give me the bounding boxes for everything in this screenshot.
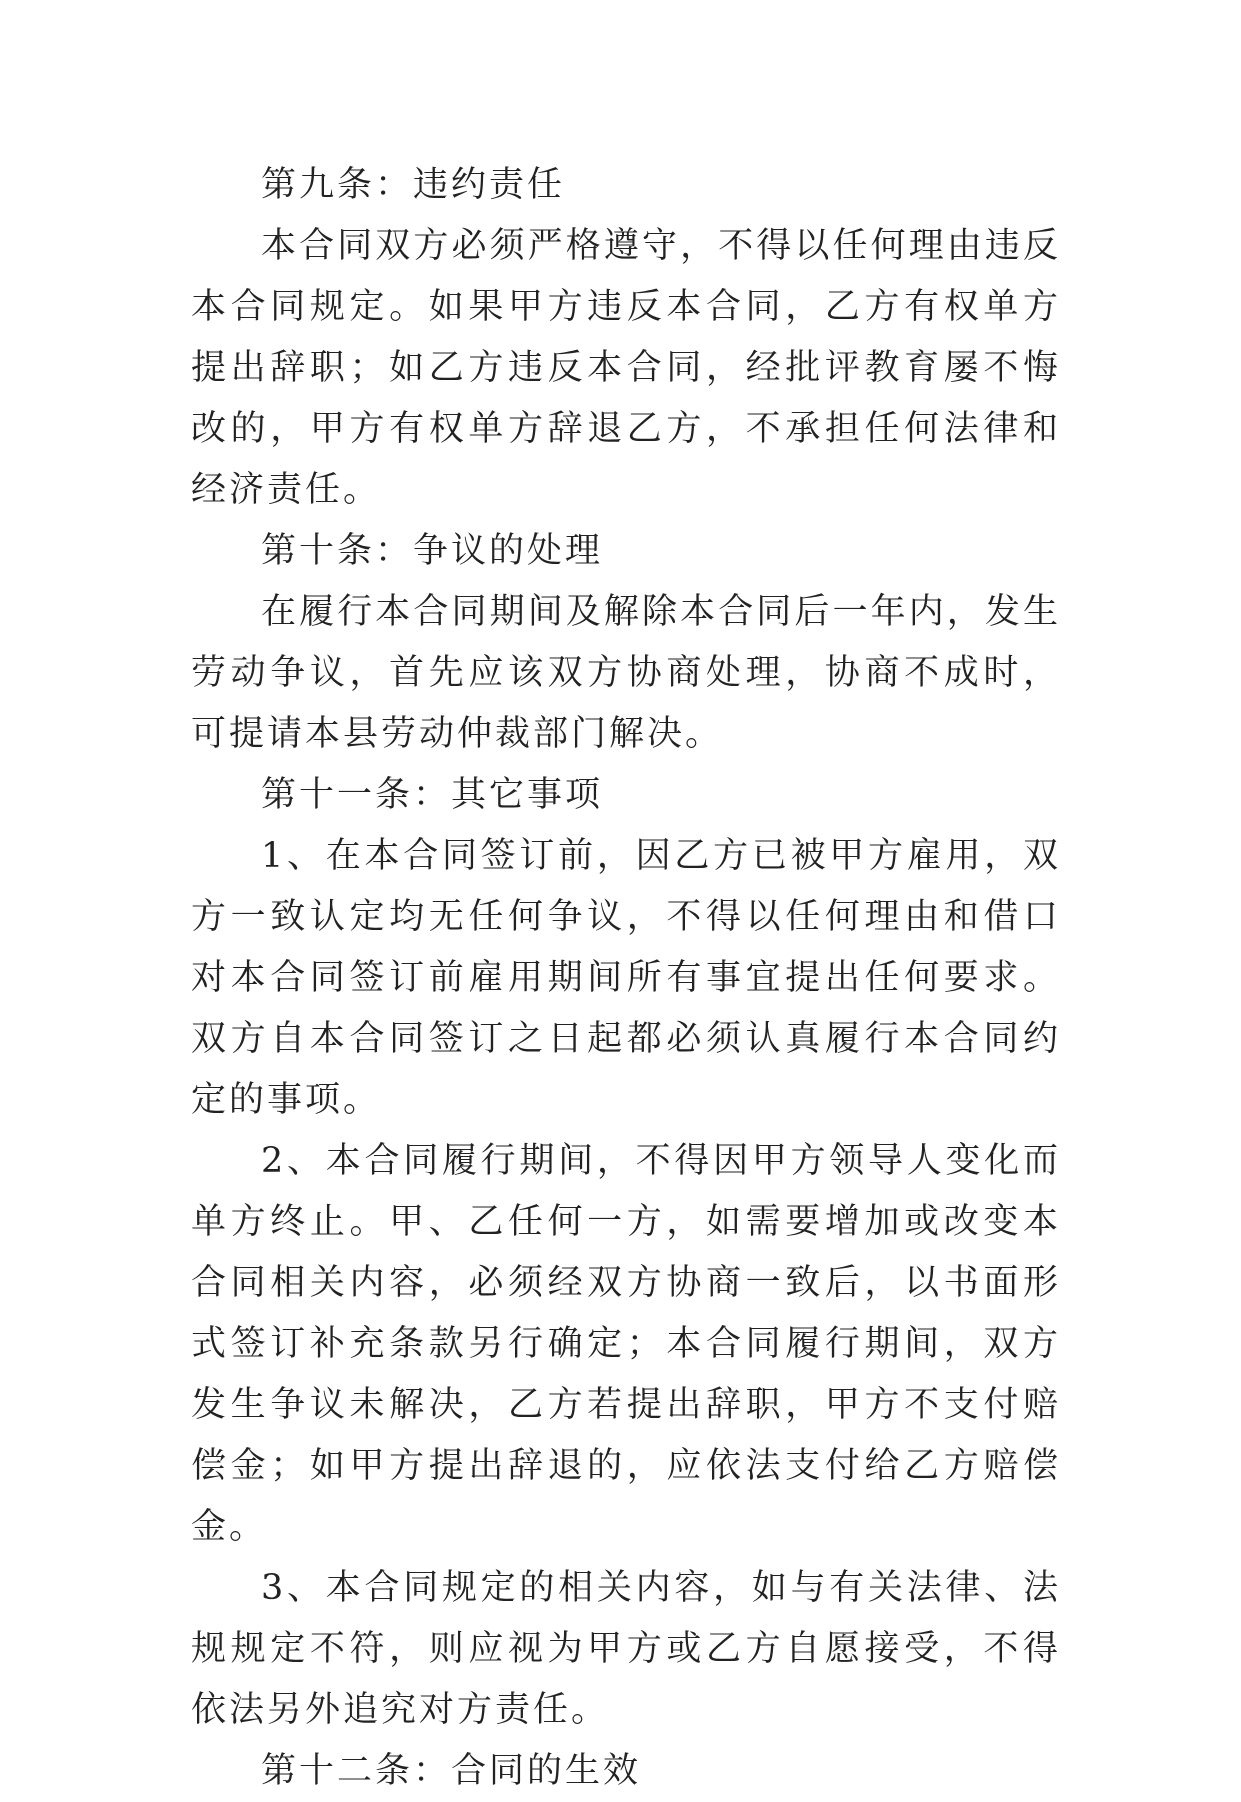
article-12-heading: 第十二条：合同的生效 (261, 1751, 642, 1791)
article-11-item-3: 3、本合同规定的相关内容，如与有关法律、法规规定不符，则应视为甲方或乙方自愿接受，不得依法另外追究对方责任。 (191, 1568, 1061, 1730)
article-9-body: 本合同双方必须严格遵守，不得以任何理由违反本合同规定。如果甲方违反本合同，乙方有权单方提出辞职；如乙方违反本合同，经批评教育屡不悔改的，甲方有权单方辞退乙方，不承担任何法律和经济责任。 (191, 226, 1061, 510)
document-page (191, 155, 1061, 1802)
article-10-heading: 第十条：争议的处理 (261, 531, 604, 571)
article-9-heading: 第九条：违约责任 (261, 165, 566, 205)
article-10-body: 在履行本合同期间及解除本合同后一年内，发生劳动争议，首先应该双方协商处理，协商不成时，可提请本县劳动仲裁部门解决。 (191, 592, 1061, 754)
article-11-item-1: 1、在本合同签订前，因乙方已被甲方雇用，双方一致认定均无任何争议，不得以任何理由和借口对本合同签订前雇用期间所有事宜提出任何要求。双方自本合同签订之日起都必须认真履行本合同约定的事项。 (191, 836, 1061, 1120)
article-11-heading: 第十一条：其它事项 (261, 775, 604, 815)
article-11-item-2: 2、本合同履行期间，不得因甲方领导人变化而单方终止。甲、乙任何一方，如需要增加或改变本合同相关内容，必须经双方协商一致后，以书面形式签订补充条款另行确定；本合同履行期间，双方发生争议未解决，乙方若提出辞职，甲方不支付赔偿金；如甲方提出辞退的，应依法支付给乙方赔偿金。 (191, 1141, 1061, 1547)
